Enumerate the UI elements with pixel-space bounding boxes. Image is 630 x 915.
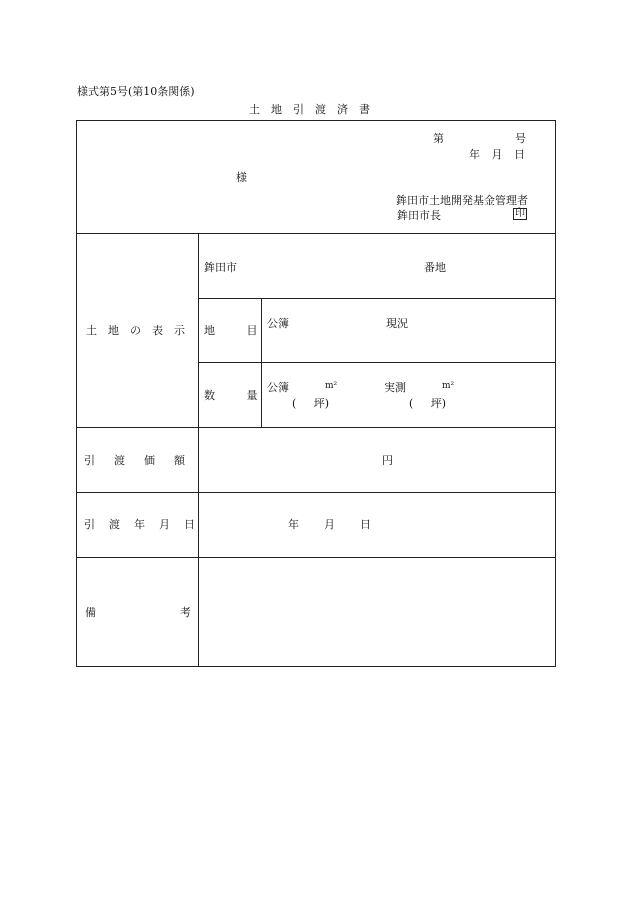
chimoku-kobo: 公簿 [267,317,289,330]
issuer-title: 鉾田市土地開発基金管理者 [396,194,528,207]
divider [261,298,262,427]
chimoku-label: 地 目 [204,324,258,337]
seal-mark: 印 [515,208,525,219]
divider [76,233,556,234]
issue-date: 年 月 日 [469,148,525,161]
tsubo-jissoku: ( 坪) [409,397,447,410]
price-unit: 円 [382,454,393,467]
remarks-label-1: 備 [85,606,96,619]
transfer-date-year: 年 [288,518,299,531]
remarks-label-2: 考 [180,606,191,619]
document-title: 土地引渡済書 [249,103,381,116]
suryo-jissoku-unit: m² [442,381,455,391]
divider [76,492,556,493]
addressee-suffix: 様 [236,171,247,184]
suryo-label: 数 量 [204,389,258,402]
number-prefix: 第 [433,132,444,145]
form-number-label: 様式第5号(第10条関係) [77,85,195,98]
divider [198,298,556,299]
transfer-date-month: 月 [324,518,335,531]
divider [198,362,556,363]
location-city: 鉾田市 [204,261,237,274]
issuer-name: 鉾田市長 [397,209,441,222]
suryo-jissoku: 実測 [384,381,406,394]
tsubo-kobo: ( 坪) [292,397,330,410]
transfer-date-day: 日 [360,518,371,531]
price-label: 引渡価額 [84,454,204,467]
divider [76,427,556,428]
number-suffix: 号 [515,132,526,145]
suryo-kobo-unit: m² [325,381,338,391]
chimoku-genkyo: 現況 [386,317,408,330]
divider [198,233,199,667]
land-display-label: 土地の表示 [86,324,196,337]
suryo-kobo: 公簿 [267,381,289,394]
transfer-date-label: 引渡年月日 [84,518,209,531]
location-banchi: 番地 [424,261,446,274]
divider [76,557,556,558]
